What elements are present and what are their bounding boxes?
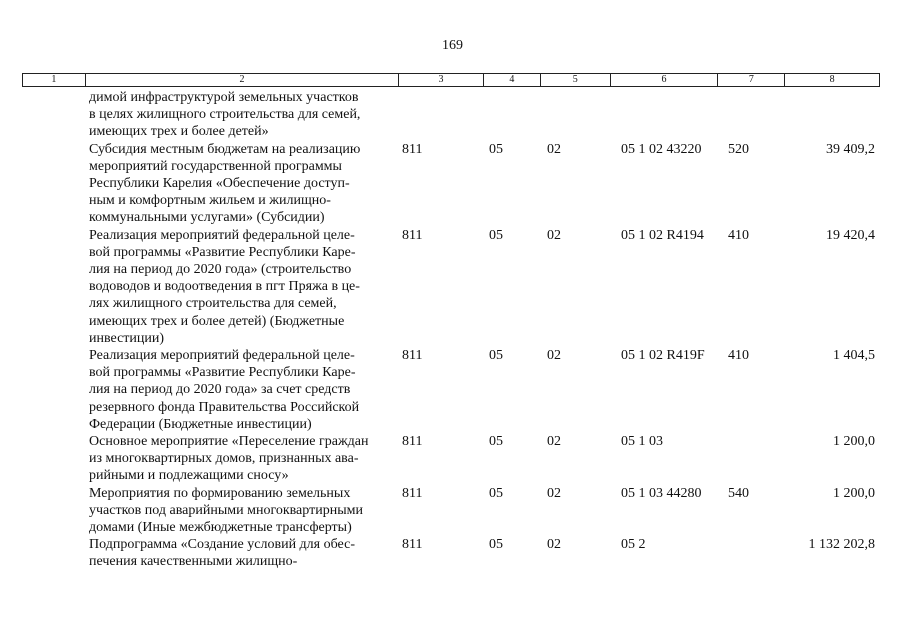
description-line: Субсидия местным бюджетам на реализацию (89, 141, 361, 157)
cell-col-8: 19 420,4 (826, 227, 875, 243)
cell-col-5: 02 (547, 227, 561, 243)
row-description (89, 89, 389, 141)
description-line: Реализация мероприятий федеральной целе- (89, 227, 355, 243)
cell-col-7: 410 (728, 348, 749, 364)
cell-col-6: 05 1 03 44280 (621, 485, 702, 501)
table-row (0, 141, 905, 227)
cell-col-5: 02 (547, 434, 561, 450)
cell-col-7: 520 (728, 141, 749, 157)
header-col-1: 1 (23, 74, 86, 86)
description-line: лия на период до 2020 года» за счет средств (89, 382, 351, 398)
description-line: имеющих трех и более детей» (89, 124, 269, 140)
description-line: мероприятий государственной программы (89, 158, 342, 174)
cell-col-8: 1 200,0 (833, 485, 875, 501)
cell-col-3: 811 (402, 537, 423, 553)
description-line: имеющих трех и более детей) (Бюджетные (89, 313, 345, 329)
cell-col-4: 05 (489, 485, 503, 501)
table-row (0, 485, 905, 537)
cell-col-5: 02 (547, 537, 561, 553)
description-line: Республики Карелия «Обеспечение доступ- (89, 176, 350, 192)
table-row (0, 433, 905, 485)
header-col-4: 4 (484, 74, 541, 86)
description-line: Реализация мероприятий федеральной целе- (89, 348, 355, 364)
description-line: лия на период до 2020 года» (строительство (89, 262, 352, 278)
cell-col-4: 05 (489, 227, 503, 243)
description-line: ным и комфортным жильем и жилищно- (89, 193, 331, 209)
description-line: домами (Иные межбюджетные трансферты) (89, 520, 352, 536)
cell-col-4: 05 (489, 348, 503, 364)
row-description (89, 227, 389, 347)
description-line: печения качественными жилищно- (89, 554, 298, 570)
cell-col-3: 811 (402, 348, 423, 364)
description-line: лях жилищного строительства для семей, (89, 296, 337, 312)
description-line: из многоквартирных домов, признанных ава- (89, 451, 359, 467)
header-col-7: 7 (718, 74, 785, 86)
table-header (22, 73, 880, 87)
cell-col-7: 410 (728, 227, 749, 243)
cell-col-3: 811 (402, 485, 423, 501)
cell-col-4: 05 (489, 141, 503, 157)
cell-col-6: 05 1 02 R4194 (621, 227, 704, 243)
table-row (0, 347, 905, 433)
cell-col-8: 39 409,2 (826, 141, 875, 157)
cell-col-3: 811 (402, 141, 423, 157)
row-description (89, 141, 389, 227)
description-line: димой инфраструктурой земельных участков (89, 90, 359, 105)
cell-col-3: 811 (402, 227, 423, 243)
description-line: Мероприятия по формированию земельных (89, 485, 351, 501)
description-line: рийными и подлежащими сносу» (89, 468, 289, 484)
description-line: вой программы «Развитие Республики Каре- (89, 365, 356, 381)
header-col-3: 3 (399, 74, 484, 86)
description-line: вой программы «Развитие Республики Каре- (89, 244, 356, 260)
cell-col-5: 02 (547, 141, 561, 157)
cell-col-6: 05 1 02 R419F (621, 348, 705, 364)
description-line: резервного фонда Правительства Российской (89, 399, 360, 415)
row-description (89, 433, 389, 485)
row-description (89, 536, 389, 570)
description-line: инвестиции) (89, 330, 165, 346)
description-line: Основное мероприятие «Переселение граждан (89, 434, 369, 450)
table-row (0, 227, 905, 347)
header-col-6: 6 (611, 74, 719, 86)
cell-col-4: 05 (489, 537, 503, 553)
cell-col-8: 1 132 202,8 (808, 537, 875, 553)
description-line: Подпрограмма «Создание условий для обес- (89, 537, 355, 553)
header-col-5: 5 (541, 74, 611, 86)
cell-col-4: 05 (489, 434, 503, 450)
description-line: коммунальными услугами» (Субсидии) (89, 210, 325, 226)
header-col-2: 2 (86, 74, 399, 86)
page-number: 169 (442, 38, 463, 53)
row-description (89, 347, 389, 433)
table-body (0, 89, 905, 571)
cell-col-8: 1 404,5 (833, 348, 875, 364)
cell-col-3: 811 (402, 434, 423, 450)
cell-col-6: 05 1 02 43220 (621, 141, 702, 157)
row-description (89, 485, 389, 537)
cell-col-5: 02 (547, 485, 561, 501)
cell-col-6: 05 1 03 (621, 434, 663, 450)
description-line: в целях жилищного строительства для семей, (89, 107, 361, 123)
cell-col-7: 540 (728, 485, 749, 501)
table-row (0, 536, 905, 570)
cell-col-6: 05 2 (621, 537, 646, 553)
description-line: Федерации (Бюджетные инвестиции) (89, 416, 312, 432)
cell-col-5: 02 (547, 348, 561, 364)
description-line: водоводов и водоотведения в пгт Пряжа в це- (89, 279, 360, 295)
description-line: участков под аварийными многоквартирными (89, 502, 363, 518)
header-col-8: 8 (829, 74, 835, 85)
cell-col-8: 1 200,0 (833, 434, 875, 450)
table-row (0, 89, 905, 141)
